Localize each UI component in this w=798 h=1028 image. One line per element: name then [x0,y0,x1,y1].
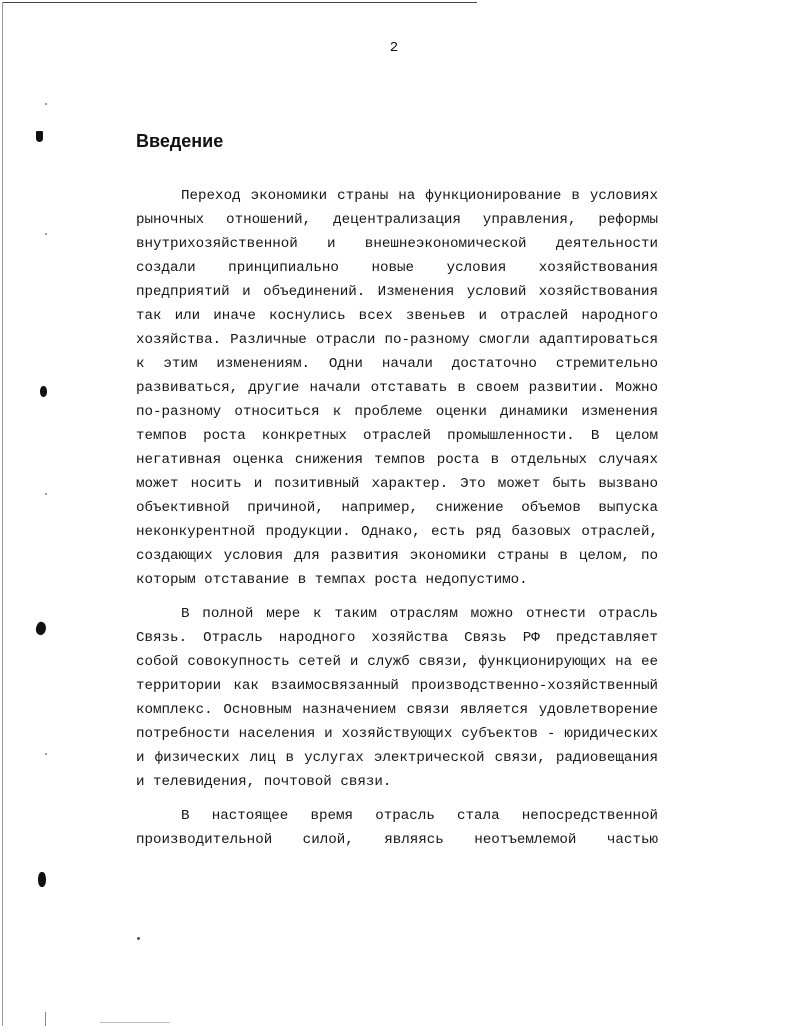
paragraph-3: В настоящее время отрасль стала непосредственной производительной силой, являясь неотъемлемой частью [136,808,658,848]
section-heading: Введение [136,131,224,151]
scan-speck [137,937,140,940]
scan-speck [45,103,47,105]
scan-speck [45,233,47,235]
scan-speck [45,753,47,755]
paragraph-1: Переход экономики страны на функционирование в условиях рыночных отношений, децентрализация управления, реформы внутрихозяйственной и внешнеэкономической деятельности создали принципиально новые условия хозяйствования предприятий и объединений. Изменения условий хозяйствования так или иначе коснулись всех звеньев и отраслей народного хозяйства. Различные отрасли по-разному смогли адаптироваться к этим изменениям. Одни начали достаточно стремительно развиваться, другие начали отставать в своем развитии. Можно по-разному относиться к проблеме оценки динамики изменения темпов роста конкретных отраслей промышленности. В целом негативная оценка снижения темпов роста в отдельных случаях может носить и позитивный характер. Это может быть вызвано объективной причиной, например, снижение объемов выпуска неконкурентной продукции. Однако, есть ряд базовых отраслей, создающих условия для развития экономики страны в целом, по которым отставание в темпах роста недопустимо. [136,188,658,588]
scan-speck [45,1012,46,1026]
scan-speck [36,131,43,142]
scan-speck [38,872,46,887]
scan-left-edge [2,2,3,1026]
scan-top-edge [2,2,477,3]
scan-speck [100,1022,170,1023]
paragraph-2: В полной мере к таким отраслям можно отнести отрасль Связь. Отрасль народного хозяйства Связь РФ представляет собой совокупность сетей и служб связи, функционирующих на ее территории как взаимосвязанный производственно-хозяйственный комплекс. Основным назначением связи является удовлетворение потребности населения и хозяйствующих субъектов - юридических и физических лиц в услугах электрической связи, радиовещания и телевидения, почтовой связи. [136,606,658,790]
scan-speck [34,621,48,637]
scan-speck [40,386,47,397]
page-number: 2 [389,40,399,56]
body-text [136,184,658,862]
scan-speck [45,493,47,495]
